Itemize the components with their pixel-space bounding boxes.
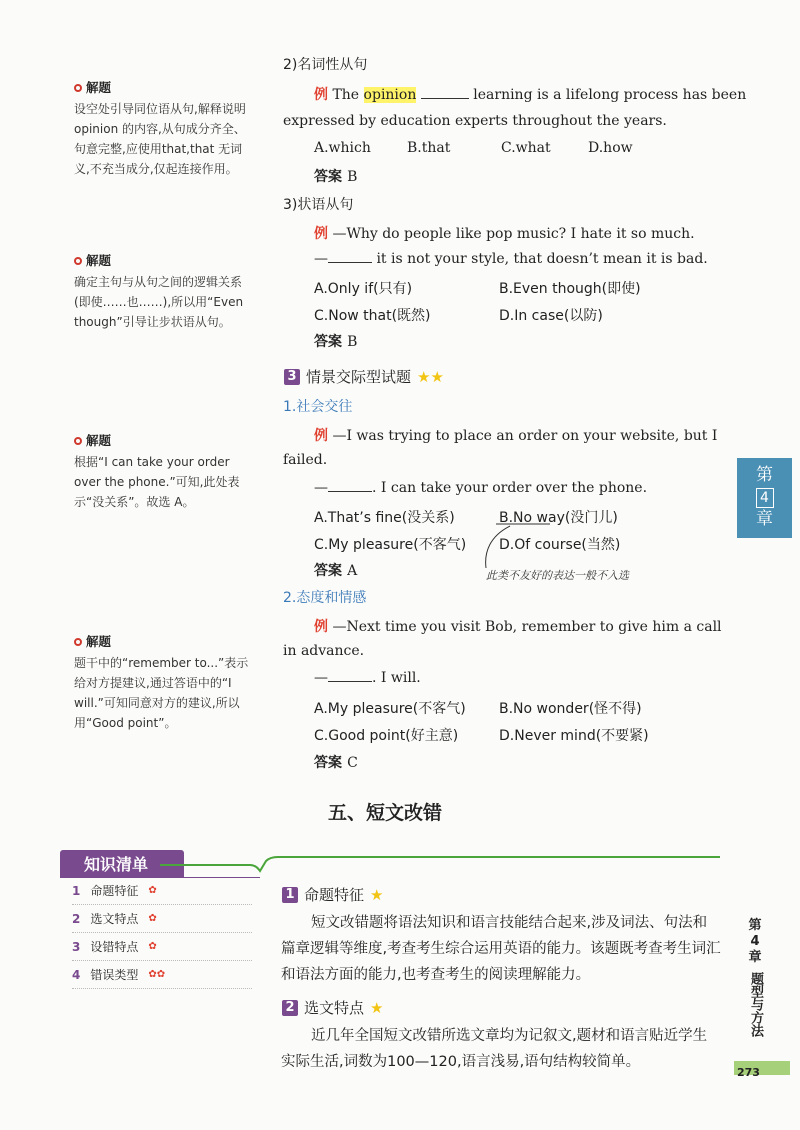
q2-answer: 答案 B	[314, 334, 358, 350]
note-2: 解题 确定主句与从句之间的逻辑关系(即使……也……),所以用“Even though”引导让步状语从句。	[74, 253, 244, 329]
chapter-title: 五、短文改错	[328, 802, 443, 824]
q3-line2: — . I can take your order over the phone.	[314, 480, 648, 496]
annotation-arrow	[470, 522, 550, 572]
knowledge-item[interactable]: 4 错误类型 ✿✿	[72, 961, 252, 989]
note-3: 解题 根据“I can take your order over the phone.”可知,此处表示“没关系”。故选 A。	[74, 433, 240, 509]
star-icon: ★★	[417, 367, 444, 386]
note-1: 解题 设空处引导同位语从句,解释说明 opinion 的内容,从句成分齐全、句意完整,应使用that,that 无词义,不充当成分,仅起连接作用。	[74, 80, 246, 176]
knowledge-items	[72, 877, 252, 989]
answer-blank	[328, 491, 372, 492]
q4-opt-a: A.My pleasure(不客气)	[314, 701, 466, 717]
q2-opt-b: B.Even though(即使)	[499, 281, 641, 297]
sub-attitude: 2.态度和情感	[283, 590, 367, 606]
q4-line2: — . I will.	[314, 670, 421, 686]
knowledge-title: 知识清单	[60, 850, 184, 877]
q3-opt-b: B.No way(没门儿)	[499, 510, 618, 526]
q3-opt-a: A.That’s fine(没关系)	[314, 510, 455, 526]
star-icon: ★	[370, 885, 384, 904]
star-icon: ✿	[148, 885, 157, 896]
q2-opt-d: D.In case(以防)	[499, 308, 603, 324]
page-number-bar	[734, 1061, 790, 1079]
q2-opt-c: C.Now that(既然)	[314, 308, 431, 324]
answer-blank	[328, 262, 372, 263]
q4-opt-b: B.No wonder(怪不得)	[499, 701, 642, 717]
q4-line1b: in advance.	[283, 643, 365, 659]
chapter-tab[interactable]: 第 4 章	[737, 458, 792, 538]
knowledge-item[interactable]: 1 命题特征 ✿	[72, 877, 252, 905]
section-2-text: 近几年全国短文改错所选文章均为记叙文,题材和语言贴近学生实际生活,词数为100—120,语言浅易,语句结构较简单。	[281, 1028, 708, 1070]
heading-noun-clause: 2)名词性从句	[283, 57, 368, 73]
q1-opt-a: A.which	[314, 140, 371, 156]
q2-opt-a: A.Only if(只有)	[314, 281, 413, 297]
page-number: 273	[737, 1066, 760, 1079]
q3-opt-c: C.My pleasure(不客气)	[314, 537, 467, 553]
star-icon: ★	[370, 998, 384, 1017]
q2-line1: 例 —Why do people like pop music? I hate it so much.	[314, 226, 695, 242]
q1-answer: 答案 B	[314, 169, 358, 185]
note-4: 解题 题干中的“remember to...”表示给对方提建议,通过答语中的“I will.”可知同意对方的建议,所以用“Good point”。	[74, 634, 249, 730]
answer-blank	[328, 681, 372, 682]
handwritten-note: 此类不友好的表达一般不入选	[486, 569, 629, 582]
side-label: 第 4 章 题型与方法	[748, 918, 763, 1037]
bullet-icon	[74, 84, 82, 92]
answer-blank	[421, 98, 469, 99]
q4-opt-d: D.Never mind(不要紧)	[499, 728, 649, 744]
q1-line2: expressed by education experts throughout the years.	[283, 113, 667, 129]
bullet-icon	[74, 638, 82, 646]
q4-answer: 答案 C	[314, 755, 358, 771]
sub-social: 1.社会交往	[283, 399, 353, 415]
q1-line1: 例 The opinion learning is a lifelong process has been	[314, 87, 747, 103]
section-3-heading: 3 情景交际型试题 ★★	[284, 366, 444, 387]
knowledge-item[interactable]: 2 选文特点 ✿	[72, 905, 252, 933]
section-2-heading: 2 选文特点 ★	[282, 997, 383, 1018]
bullet-icon	[74, 257, 82, 265]
q1-opt-c: C.what	[501, 140, 551, 156]
knowledge-item[interactable]: 3 设错特点 ✿	[72, 933, 252, 961]
star-icon: ✿✿	[148, 969, 166, 980]
section-1-text: 短文改错题将语法知识和语言技能结合起来,涉及词法、句法和篇章逻辑等维度,考查考生综合运用英语的能力。该题既考查考生词汇和语法方面的能力,也考查考生的阅读理解能力。	[281, 915, 721, 983]
q4-line1: 例 —Next time you visit Bob, remember to give him a call	[314, 619, 722, 635]
q2-line2: — it is not your style, that doesn’t mean it is bad.	[314, 251, 708, 267]
q4-opt-c: C.Good point(好主意)	[314, 728, 459, 744]
bullet-icon	[74, 437, 82, 445]
q1-opt-d: D.how	[588, 140, 633, 156]
star-icon: ✿	[148, 913, 157, 924]
heading-adverbial-clause: 3)状语从句	[283, 197, 354, 213]
q3-line1b: failed.	[283, 452, 328, 468]
q3-answer: 答案 A	[314, 563, 358, 579]
q3-opt-d: D.Of course(当然)	[499, 537, 621, 553]
section-1-heading: 1 命题特征 ★	[282, 884, 383, 905]
q3-line1: 例 —I was trying to place an order on your website, but I	[314, 428, 718, 444]
q1-opt-b: B.that	[407, 140, 451, 156]
star-icon: ✿	[148, 941, 157, 952]
divider-line	[160, 855, 720, 875]
